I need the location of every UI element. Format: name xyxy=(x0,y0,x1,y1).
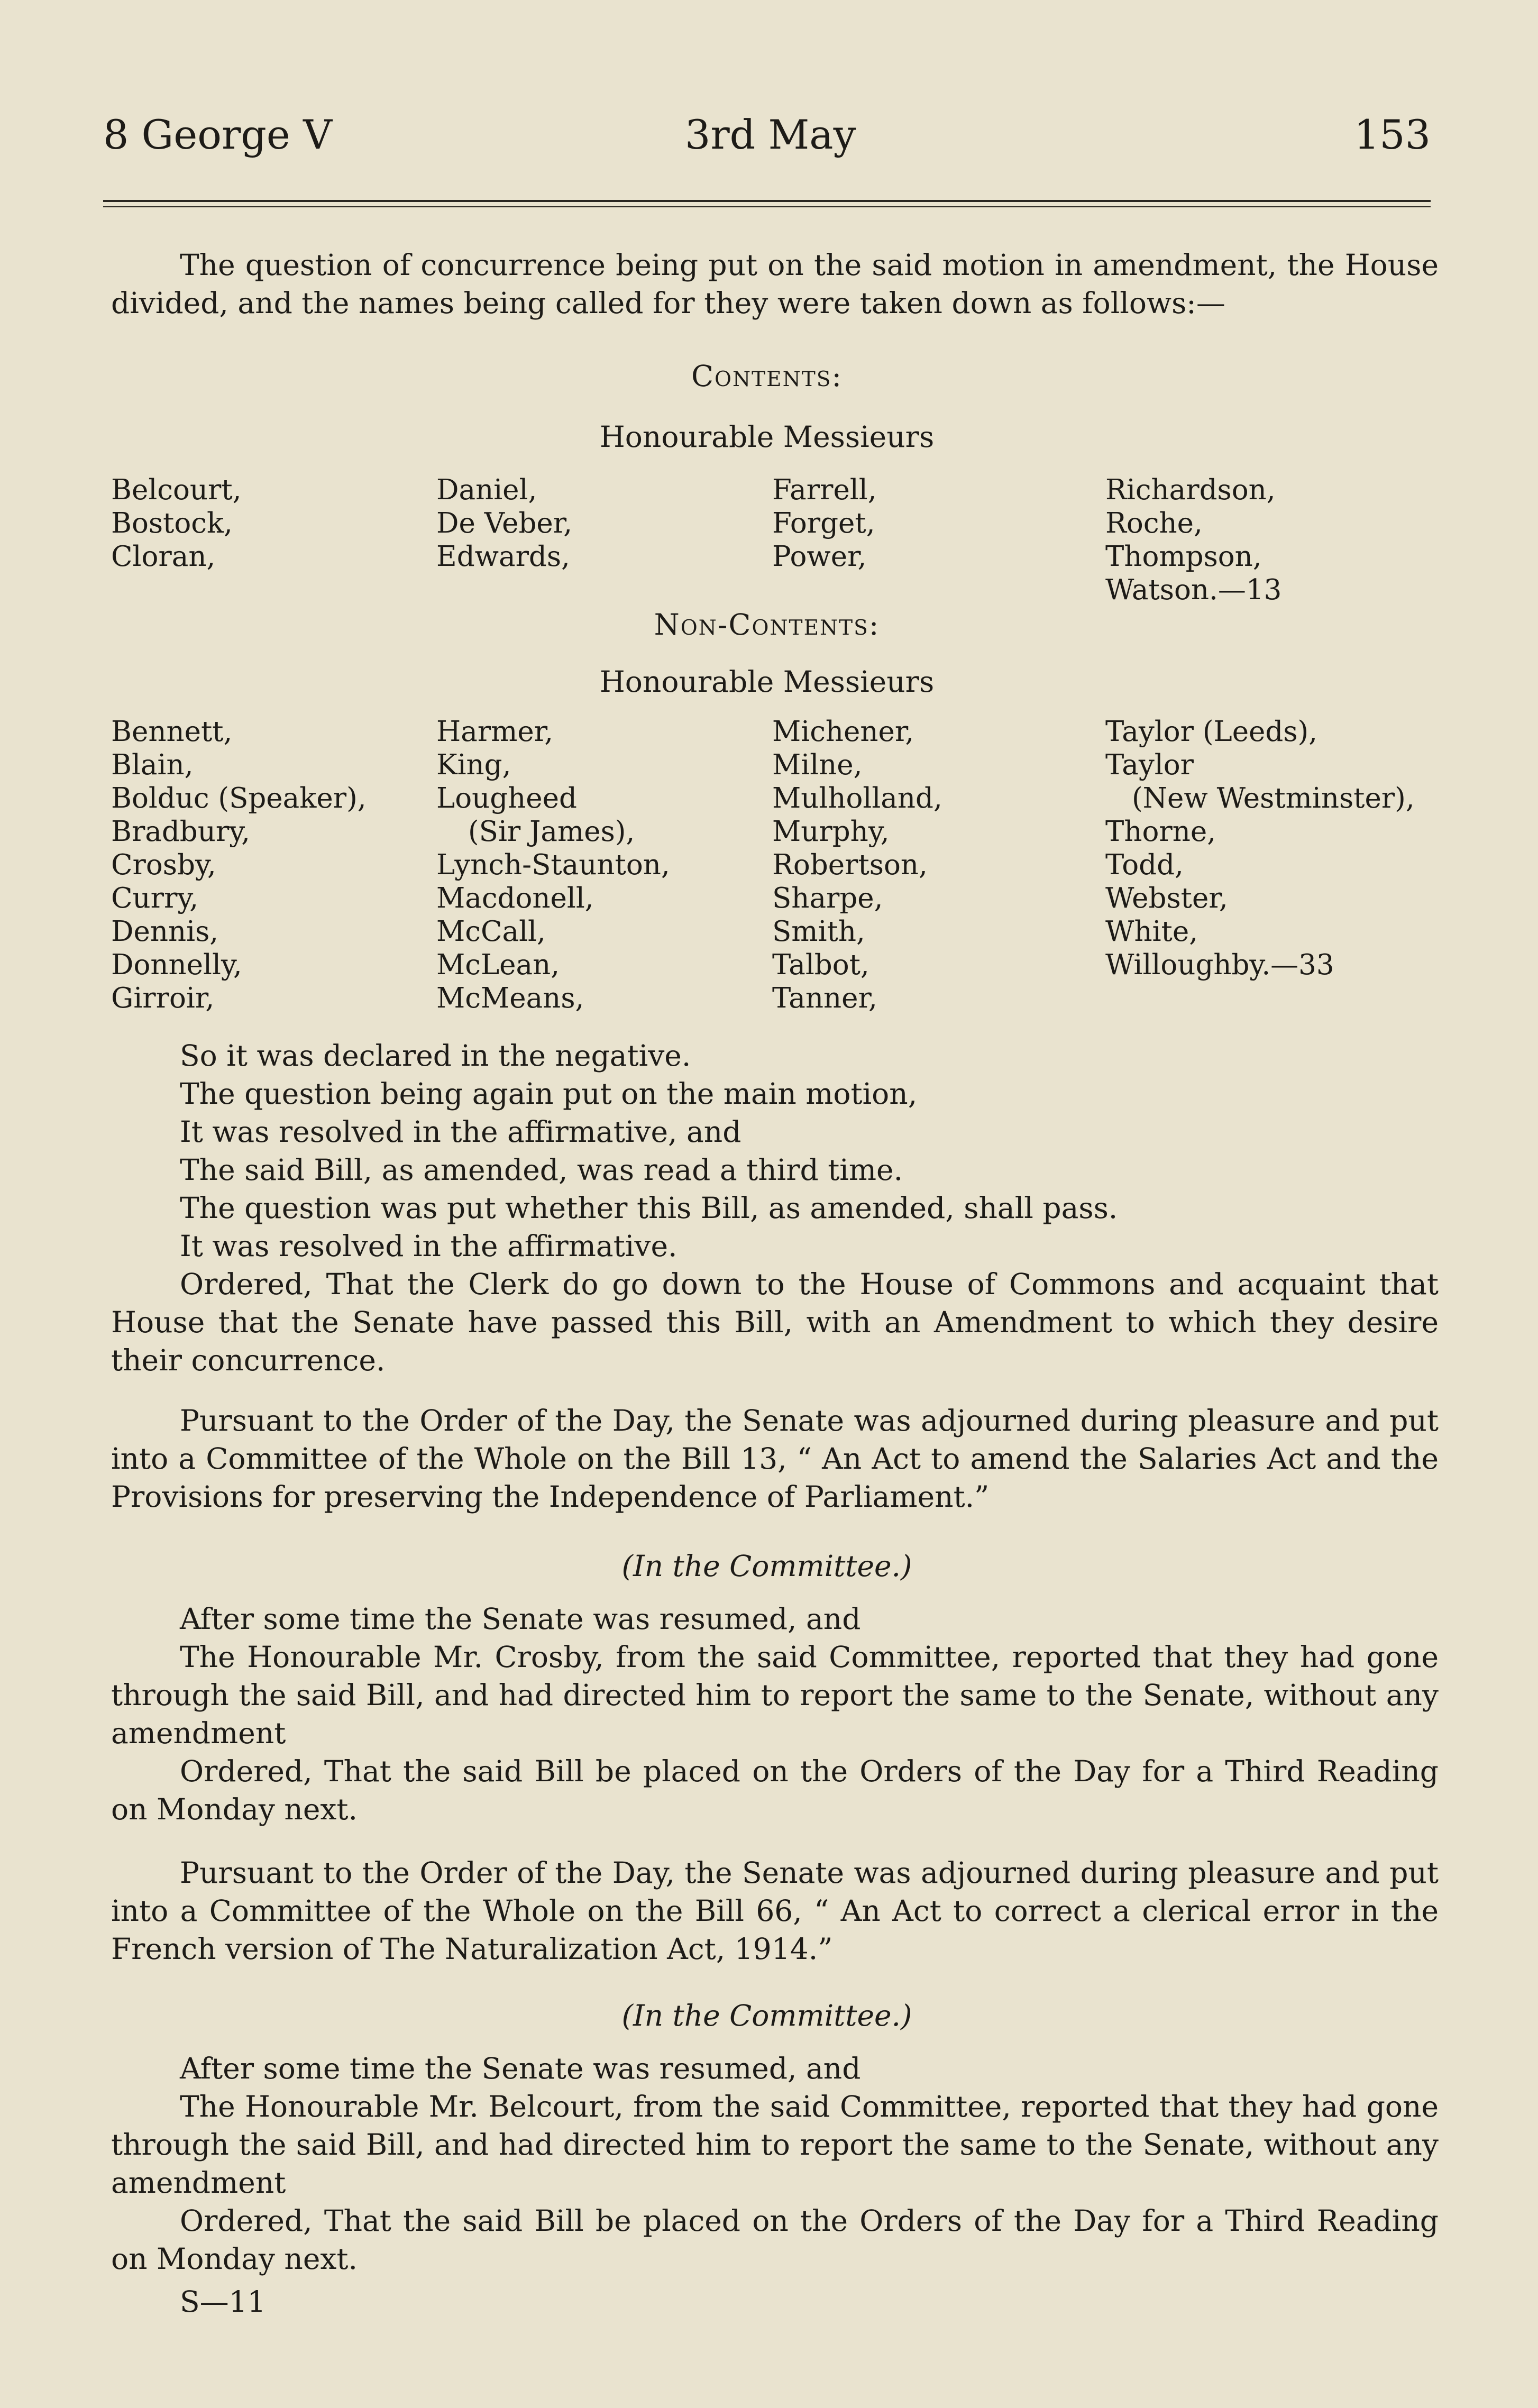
intro-paragraph: The question of concurrence being put on the said motion in amendment, the House divided, and the names being called for they were taken down as follows:— xyxy=(111,248,1439,320)
contents-heading: Contents: xyxy=(691,359,843,393)
regnal-year: 8 George V xyxy=(103,111,332,158)
member-name: Robertson, xyxy=(772,849,928,881)
bill13-pursuant: Pursuant to the Order of the Day, the Senate was adjourned during pleasure and put into a Committee of the Whole on the Bill 13, “ An Act to amend the Salaries Act and the Provisions for preserving the Independence of Parliament.” xyxy=(111,1404,1439,1514)
member-name: Richardson, xyxy=(1105,474,1276,506)
member-name: Thompson, xyxy=(1105,541,1262,573)
member-name: Sharpe, xyxy=(772,882,883,914)
member-name: Curry, xyxy=(111,882,199,914)
bill13-resumed: After some time the Senate was resumed, and xyxy=(180,1602,861,1636)
member-name: Taylor xyxy=(1105,749,1194,781)
contents-column xyxy=(436,473,572,573)
member-name: Macdonell, xyxy=(436,882,594,914)
member-name: McCall, xyxy=(436,915,546,948)
bill13-ordered: Ordered, That the said Bill be placed on the Orders of the Day for a Third Reading on Monday next. xyxy=(111,1754,1439,1826)
member-name: Talbot, xyxy=(772,949,869,981)
bill13-pursuant-block xyxy=(111,1402,1439,1516)
member-name: Farrell, xyxy=(772,474,877,506)
member-name: Bradbury, xyxy=(111,816,250,848)
proceeding-line: It was resolved in the affirmative, and xyxy=(180,1115,741,1149)
member-name: McMeans, xyxy=(436,982,584,1014)
member-name: White, xyxy=(1105,915,1198,948)
member-name: Willoughby.—33 xyxy=(1105,949,1334,981)
page-number: 153 xyxy=(1353,111,1431,158)
member-name: (Sir James), xyxy=(468,816,635,848)
bill66-pursuant-block xyxy=(111,1854,1439,1968)
member-name: Crosby, xyxy=(111,849,216,881)
non-contents-column xyxy=(436,715,670,1015)
after-vote-block xyxy=(111,1037,1439,1379)
member-name: McLean, xyxy=(436,949,560,981)
proceeding-line: So it was declared in the negative. xyxy=(180,1039,691,1073)
member-name: Cloran, xyxy=(111,541,216,573)
member-name: Taylor (Leeds), xyxy=(1105,716,1318,748)
proceeding-line: The said Bill, as amended, was read a third time. xyxy=(180,1153,903,1187)
member-name: Thorne, xyxy=(1105,816,1216,848)
bill66-ordered: Ordered, That the said Bill be placed on the Orders of the Day for a Third Reading on Monday next. xyxy=(111,2204,1439,2276)
contents-column xyxy=(111,473,241,573)
member-name: Dennis, xyxy=(111,915,219,948)
member-name: Forget, xyxy=(772,507,875,539)
member-name: Girroir, xyxy=(111,982,215,1014)
member-name: Webster, xyxy=(1105,882,1228,914)
sitting-date: 3rd May xyxy=(685,111,856,158)
member-name: Murphy, xyxy=(772,816,890,848)
ordered-clerk-paragraph: Ordered, That the Clerk do go down to the House of Commons and acquaint that House that the Senate have passed this Bill, with an Amendment to which they desire their concurrence. xyxy=(111,1267,1439,1377)
member-name: Mulholland, xyxy=(772,782,942,814)
header-rule-thin xyxy=(103,206,1431,207)
member-name: Lougheed xyxy=(436,782,577,814)
member-name: Watson.—13 xyxy=(1105,574,1282,606)
member-name: Edwards, xyxy=(436,541,570,573)
bill13-committee-block xyxy=(111,1600,1439,1828)
member-name: Tanner, xyxy=(772,982,877,1014)
member-name: Milne, xyxy=(772,749,863,781)
bill66-reported: The Honourable Mr. Belcourt, from the said Committee, reported that they had gone through the said Bill, and had directed him to report the same to the Senate, without any amendment xyxy=(111,2090,1439,2200)
non-contents-heading: Non-Contents: xyxy=(654,608,880,642)
member-name: (New Westminster), xyxy=(1132,782,1415,814)
header-rule xyxy=(103,200,1431,202)
member-name: Harmer, xyxy=(436,716,554,748)
member-name: Donnelly, xyxy=(111,949,242,981)
member-name: Smith, xyxy=(772,915,865,948)
bill66-pursuant: Pursuant to the Order of the Day, the Senate was adjourned during pleasure and put into a Committee of the Whole on the Bill 66, “ An Act to correct a clerical error in the French version of The Naturalization Act, 1914.” xyxy=(111,1856,1439,1966)
proceeding-line: The question being again put on the main motion, xyxy=(180,1077,918,1111)
bill13-reported: The Honourable Mr. Crosby, from the said Committee, reported that they had gone through the said Bill, and had directed him to report the same to the Senate, without any amendment xyxy=(111,1640,1439,1750)
member-name: Blain, xyxy=(111,749,194,781)
member-name: Daniel, xyxy=(436,474,537,506)
member-name: Roche, xyxy=(1105,507,1203,539)
non-contents-column xyxy=(111,715,367,1015)
intro-block xyxy=(111,246,1439,322)
bill13-committee-heading: (In the Committee.) xyxy=(621,1549,912,1583)
contents-column xyxy=(1105,473,1281,607)
member-name: Belcourt, xyxy=(111,474,242,506)
bill66-resumed: After some time the Senate was resumed, and xyxy=(180,2052,861,2085)
printer-signature: S—11 xyxy=(180,2285,266,2319)
proceeding-line: It was resolved in the affirmative. xyxy=(180,1229,678,1263)
member-name: Bennett, xyxy=(111,716,233,748)
member-name: King, xyxy=(436,749,511,781)
bill66-committee-heading: (In the Committee.) xyxy=(621,1999,912,2032)
bill66-committee-block xyxy=(111,2049,1439,2278)
contents-column xyxy=(772,473,877,573)
proceeding-line: The question was put whether this Bill, as amended, shall pass. xyxy=(180,1191,1118,1225)
member-name: Todd, xyxy=(1105,849,1184,881)
member-name: De Veber, xyxy=(436,507,573,539)
contents-subheading: Honourable Messieurs xyxy=(599,420,935,454)
member-name: Power, xyxy=(772,541,867,573)
member-name: Michener, xyxy=(772,716,914,748)
non-contents-column xyxy=(772,715,942,1015)
page-header xyxy=(103,111,1431,169)
member-name: Bostock, xyxy=(111,507,233,539)
non-contents-column xyxy=(1105,715,1415,982)
member-name: Bolduc (Speaker), xyxy=(111,782,367,814)
member-name: Lynch-Staunton, xyxy=(436,849,670,881)
non-contents-subheading: Honourable Messieurs xyxy=(599,665,935,699)
